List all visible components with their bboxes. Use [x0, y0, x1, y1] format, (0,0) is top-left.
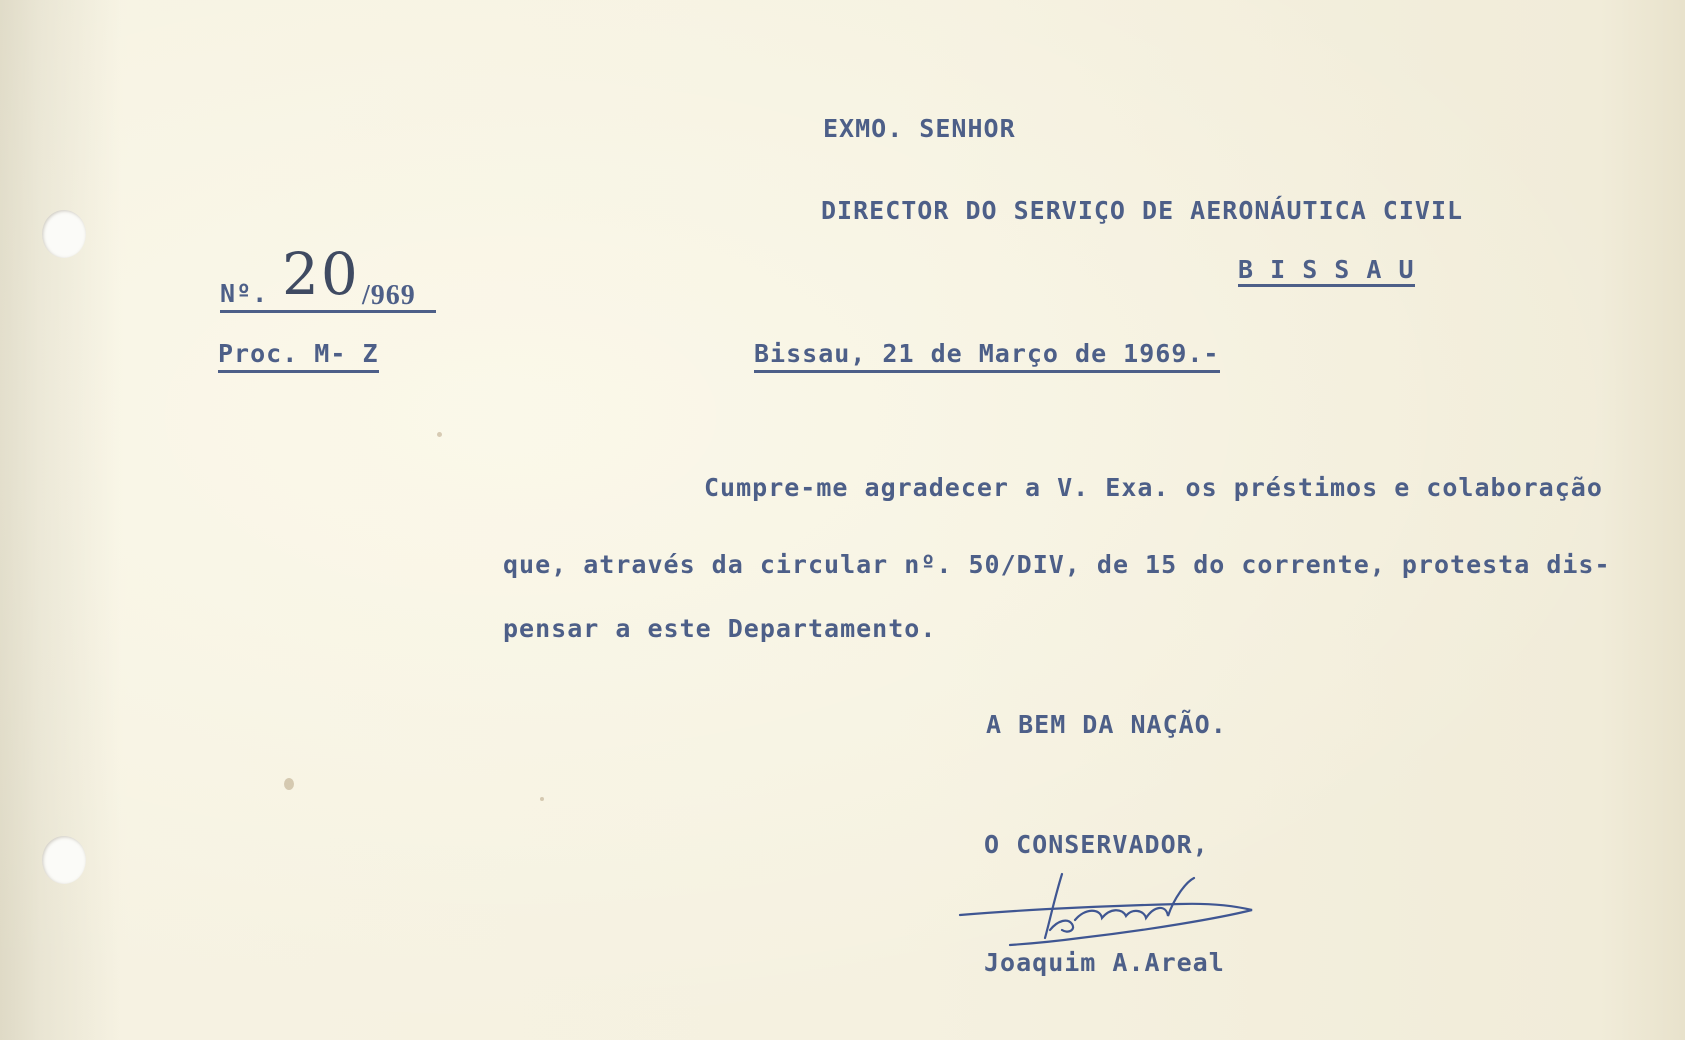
- recipient-title: DIRECTOR DO SERVIÇO DE AERONÁUTICA CIVIL: [821, 196, 1464, 225]
- reference-number: [220, 240, 436, 313]
- letter-date: [754, 341, 1220, 366]
- punch-hole-top: [42, 210, 86, 258]
- signatory-title: O CONSERVADOR,: [984, 830, 1209, 859]
- handwritten-signature: [950, 860, 1280, 960]
- reference-handwritten: 20: [282, 240, 360, 308]
- process-text: Proc. M- Z: [218, 339, 379, 373]
- signatory-name: Joaquim A.Areal: [984, 948, 1225, 977]
- body-line-3: pensar a este Departamento.: [503, 614, 937, 643]
- body-line-2: que, através da circular nº. 50/DIV, de 15 do corrente, protesta dis-: [503, 550, 1611, 579]
- salutation: EXMO. SENHOR: [823, 114, 1016, 143]
- paper-speck: [437, 432, 442, 437]
- closing-formula: A BEM DA NAÇÃO.: [986, 710, 1227, 739]
- reference-year: /969: [362, 280, 416, 311]
- reference-prefix: Nº.: [220, 279, 269, 308]
- date-text: Bissau, 21 de Março de 1969.-: [754, 339, 1220, 373]
- process-reference: [218, 341, 379, 366]
- paper-speck: [540, 797, 544, 801]
- punch-hole-bottom: [42, 836, 86, 884]
- recipient-city: B I S S A U: [1238, 257, 1415, 287]
- body-line-1: Cumpre-me agradecer a V. Exa. os préstimos e colaboração: [704, 473, 1603, 502]
- paper-speck: [284, 778, 294, 790]
- paper-edge-shadow: [0, 0, 120, 1040]
